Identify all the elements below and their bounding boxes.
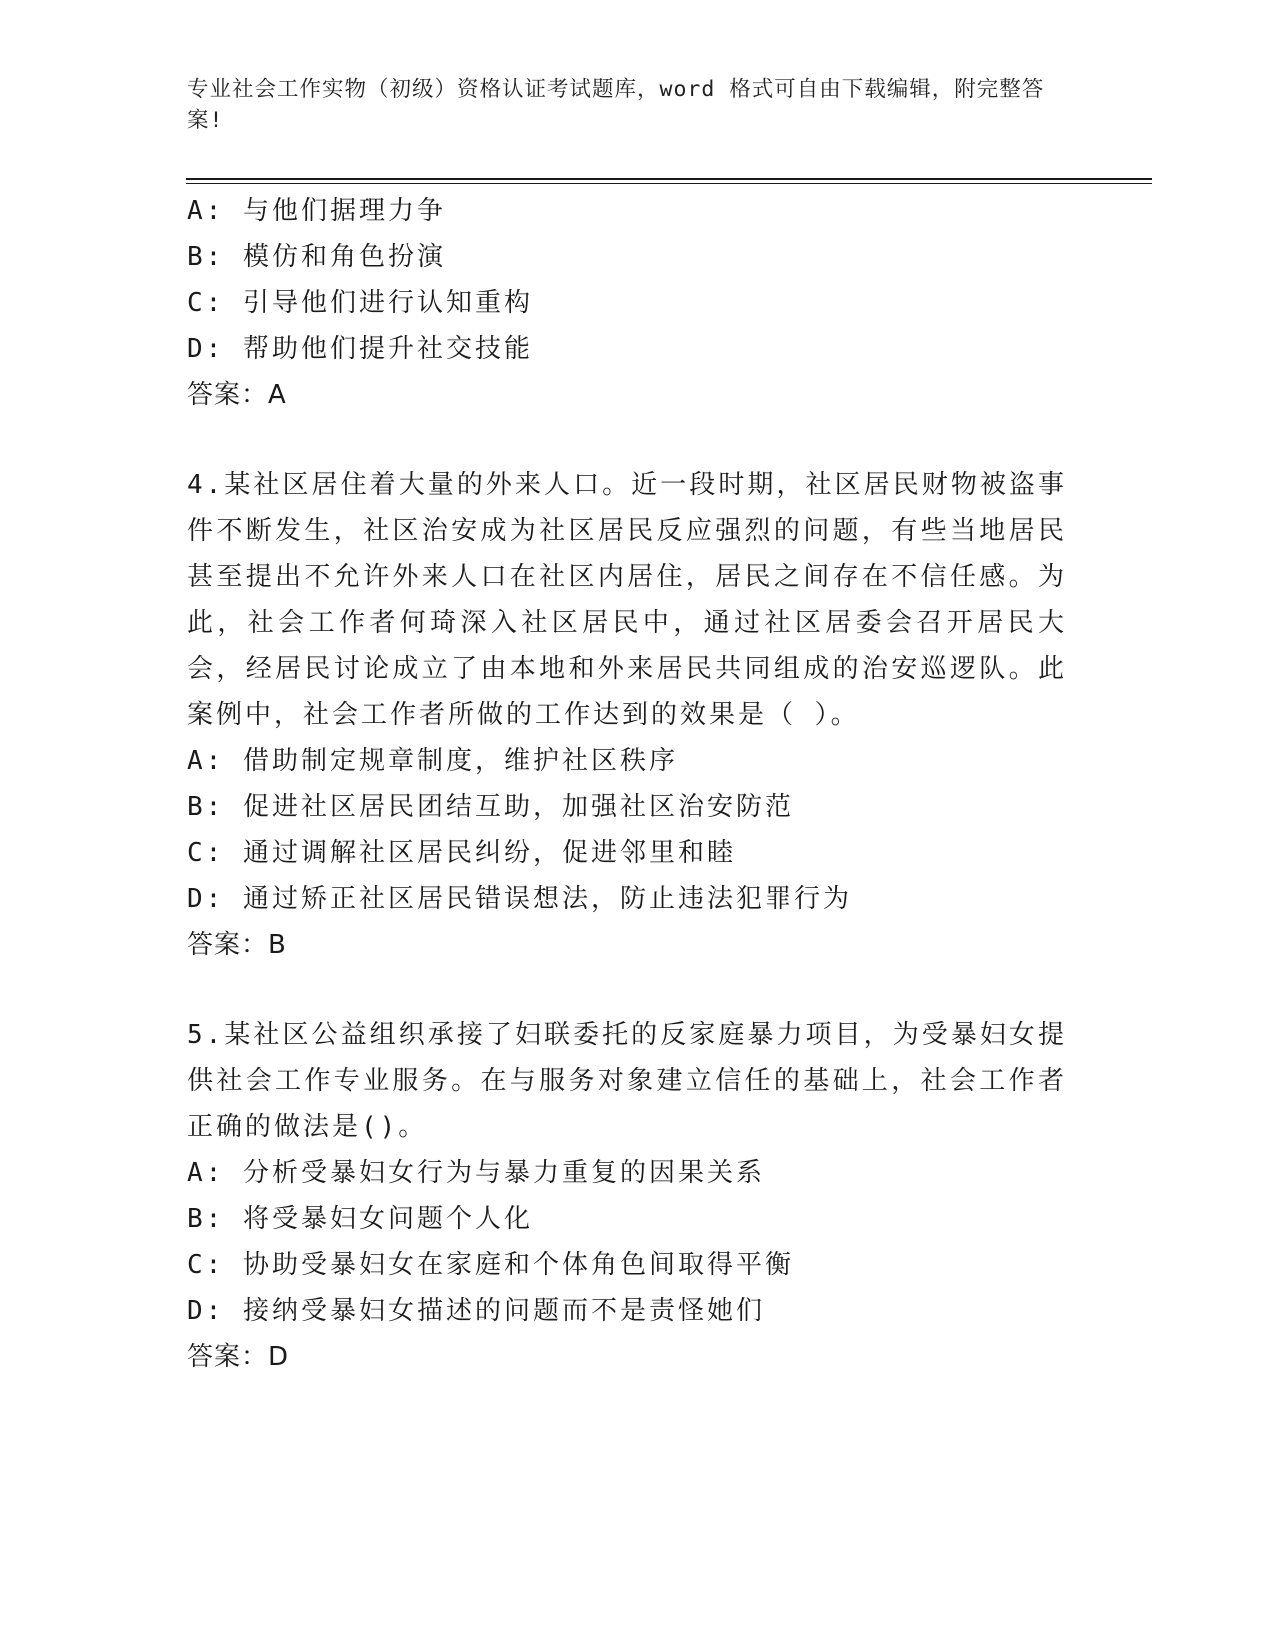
question-stem: 4.某社区居住着大量的外来人口。近一段时期，社区居民财物被盗事件不断发生，社区治安成为社区居民反应强烈的问题，有些当地居民甚至提出不允许外来人口在社区内居住，居民之间存在不信任感。为此，社会工作者何琦深入社区居民中，通过社区居委会召开居民大会，经居民讨论成立了由本地和外来居民共同组成的治安巡逻队。此案例中，社会工作者所做的工作达到的效果是（ ）。 [187,470,1067,730]
option-d: D: 帮助他们提升社交技能 [187,334,533,364]
question-block-3 [187,188,1067,418]
header-divider-thin [186,183,1152,184]
option-c: C: 协助受暴妇女在家庭和个体角色间取得平衡 [187,1250,794,1280]
option-b: B: 将受暴妇女问题个人化 [187,1204,533,1234]
question-stem: 5.某社区公益组织承接了妇联委托的反家庭暴力项目，为受暴妇女提供社会工作专业服务。在与服务对象建立信任的基础上，社会工作者正确的做法是()。 [187,1020,1067,1142]
question-block-5 [187,1012,1067,1380]
option-b: B: 模仿和角色扮演 [187,242,446,272]
answer-line: 答案：A [187,380,287,410]
option-b: B: 促进社区居民团结互助，加强社区治安防范 [187,792,794,822]
answer-line: 答案：D [187,1342,290,1372]
option-d: D: 接纳受暴妇女描述的问题而不是责怪她们 [187,1296,765,1326]
option-a: A: 借助制定规章制度，维护社区秩序 [187,746,678,776]
option-a: A: 与他们据理力争 [187,196,446,226]
option-d: D: 通过矫正社区居民错误想法，防止违法犯罪行为 [187,884,852,914]
option-c: C: 通过调解社区居民纠纷，促进邻里和睦 [187,838,736,868]
document-header: 专业社会工作实物（初级）资格认证考试题库，word 格式可自由下载编辑，附完整答案! [187,77,1045,133]
answer-line: 答案：B [187,930,287,960]
question-block-4 [187,462,1067,968]
option-a: A: 分析受暴妇女行为与暴力重复的因果关系 [187,1158,765,1188]
option-c: C: 引导他们进行认知重构 [187,288,533,318]
question-content [187,188,1067,1380]
header-divider-thick [186,178,1152,180]
